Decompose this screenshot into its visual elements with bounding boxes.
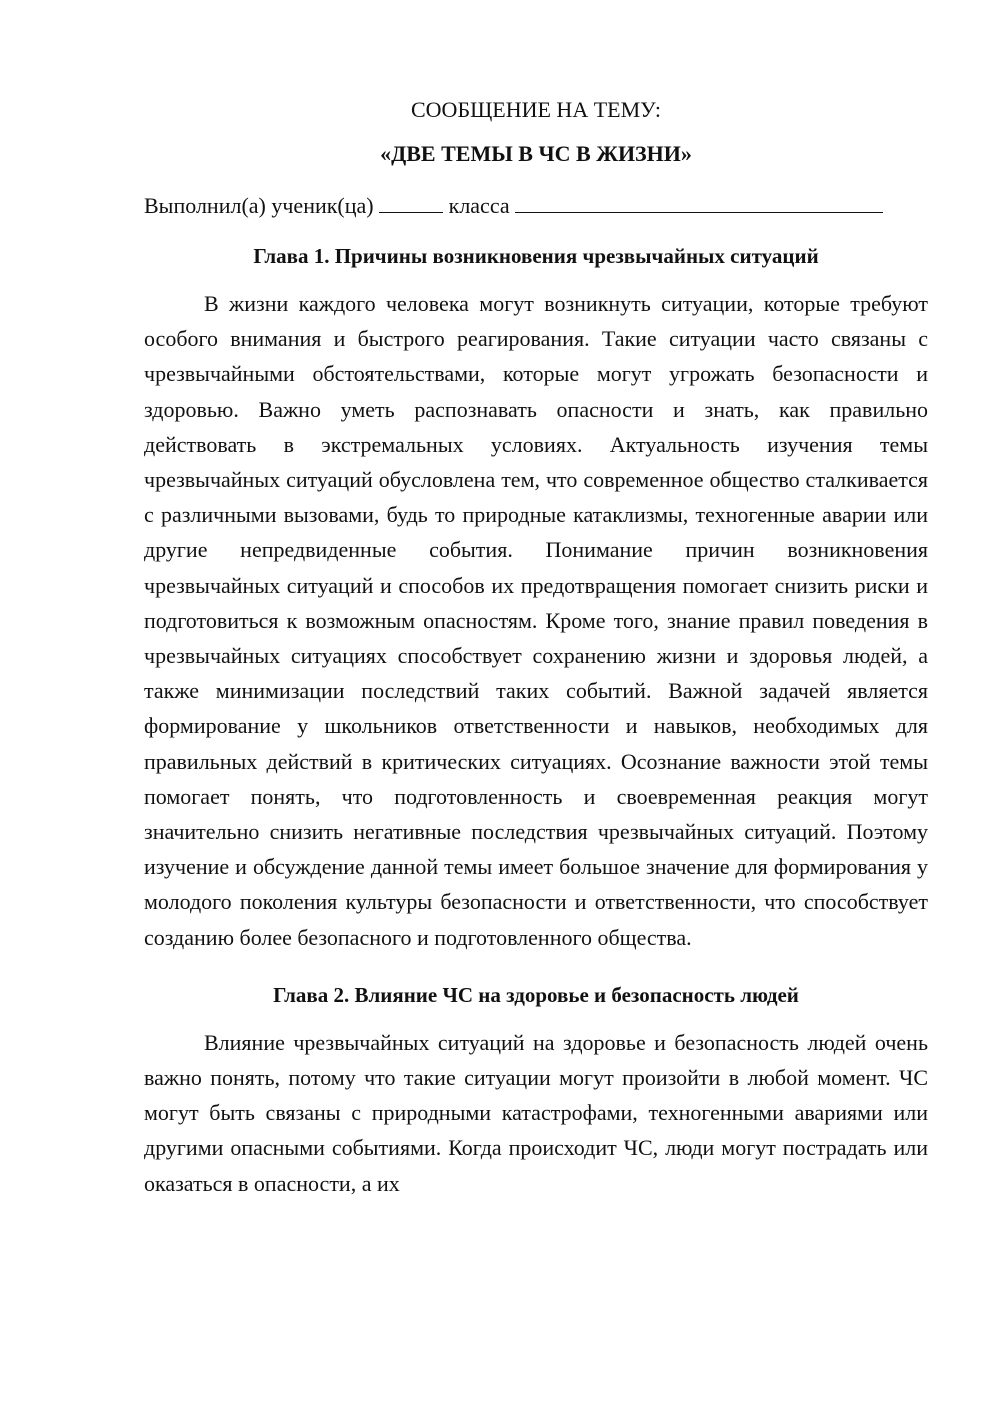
title-line-2: «ДВЕ ТЕМЫ В ЧС В ЖИЗНИ»	[380, 141, 692, 166]
chapter1-paragraph: В жизни каждого человека могут возникнуть ситуации, которые требуют особого внимания и быстрого реагирования. Такие ситуации часто связаны с чрезвычайными обстоятельствами, которые могут угрожать безопасности и здоровью. Важно уметь распознавать опасности и знать, как правильно действовать в экстремальных условиях. Актуальность изучения темы чрезвычайных ситуаций обусловлена тем, что современное общество сталкивается с различными вызовами, будь то природные катаклизмы, техногенные аварии или другие непредвиденные события. Понимание причин возникновения чрезвычайных ситуаций и способов их предотвращения помогает снизить риски и подготовиться к возможным опасностям. Кроме того, знание правил поведения в чрезвычайных ситуациях способствует сохранению жизни и здоровья людей, а также минимизации последствий таких событий. Важной задачей является формирование у школьников ответственности и навыков, необходимых для правильных действий в критических ситуациях. Осознание важности этой темы помогает понять, что подготовленность и своевременная реакция могут значительно снизить негативные последствия чрезвычайных ситуаций. Поэтому изучение и обсуждение данной темы имеет большое значение для формирования у молодого поколения культуры безопасности и ответственности, что способствует созданию более безопасного и подготовленного общества.	[144, 291, 928, 950]
title-line-1: СООБЩЕНИЕ НА ТЕМУ:	[411, 97, 661, 122]
author-prefix: Выполнил(а) ученик(ца)	[144, 193, 374, 218]
chapter2-paragraph: Влияние чрезвычайных ситуаций на здоровье и безопасность людей очень важно понять, потому что такие ситуации могут произойти в любой момент. ЧС могут быть связаны с природными катастрофами, техногенными авариями или другими опасными событиями. Когда происходит ЧС, люди могут пострадать или оказаться в опасности, а их	[144, 1029, 928, 1196]
author-line	[144, 188, 928, 224]
class-blank	[515, 194, 883, 213]
grade-blank	[379, 194, 443, 213]
chapter1-heading: Глава 1. Причины возникновения чрезвычайных ситуаций	[253, 244, 819, 268]
author-middle: класса	[448, 193, 510, 218]
chapter2-heading: Глава 2. Влияние ЧС на здоровье и безопасность людей	[273, 982, 799, 1007]
